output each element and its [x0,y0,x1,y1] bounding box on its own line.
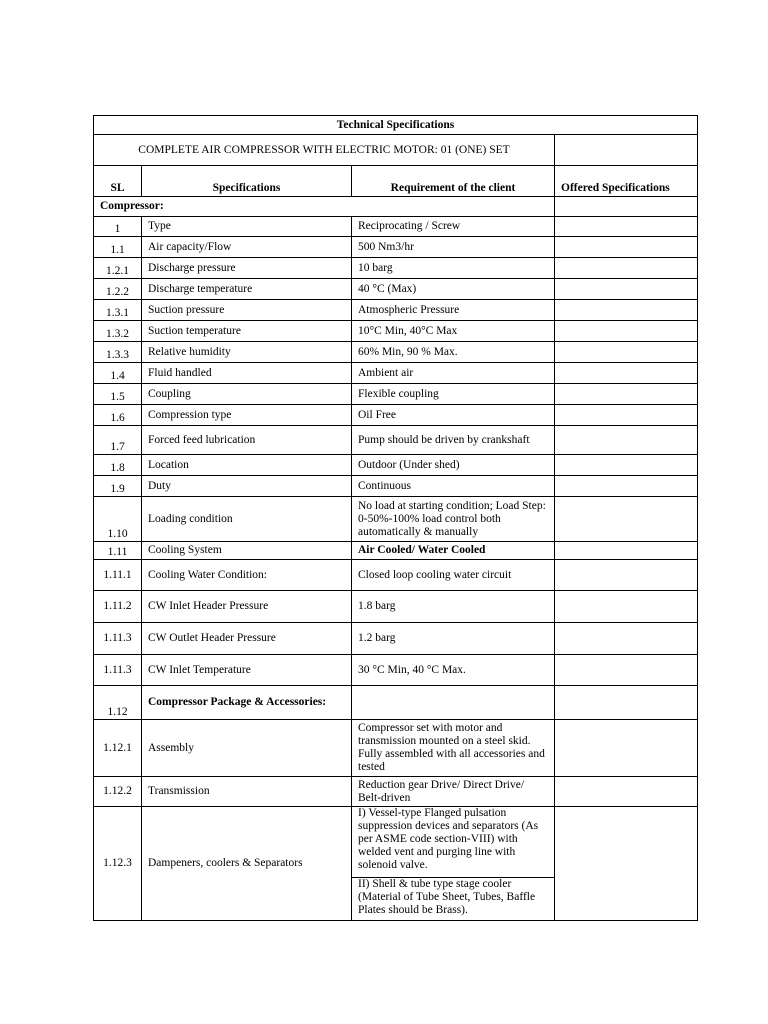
row-sl: 1.6 [94,405,142,426]
row-requirement: Oil Free [352,405,555,426]
row-offered [555,720,698,777]
table-row [94,321,698,342]
row-requirement: 10°C Min, 40°C Max [352,321,555,342]
row-spec: Cooling Water Condition: [142,560,352,591]
row-spec: Relative humidity [142,342,352,363]
row-offered [555,476,698,497]
header-specifications: Specifications [142,166,352,197]
row-sl: 1.3.1 [94,300,142,321]
table-row [94,476,698,497]
row-sl: 1.11.3 [94,623,142,655]
row-offered [555,237,698,258]
table-row [94,455,698,476]
row-offered [555,217,698,237]
table-row [94,258,698,279]
row-requirement: Closed loop cooling water circuit [352,560,555,591]
table-row [94,237,698,258]
table-row [94,686,698,720]
row-sl: 1.12.2 [94,777,142,807]
empty-cell [555,135,698,166]
table-row [94,807,698,878]
row-requirement: Atmospheric Pressure [352,300,555,321]
row-spec: Duty [142,476,352,497]
row-offered [555,560,698,591]
row-offered [555,686,698,720]
row-sl: 1.7 [94,426,142,455]
row-sl: 1.11 [94,542,142,560]
table-row [94,720,698,777]
empty-cell [555,197,698,217]
table-row [94,279,698,300]
row-requirement: Compressor set with motor and transmission mounted on a steel skid. Fully assembled with all accessories and tested [352,720,555,777]
row-offered [555,279,698,300]
table-row [94,777,698,807]
table-row [94,363,698,384]
row-spec: Fluid handled [142,363,352,384]
row-spec: Forced feed lubrication [142,426,352,455]
header-sl: SL [94,166,142,197]
row-spec: Dampeners, coolers & Separators [142,807,352,921]
row-requirement: No load at starting condition; Load Step: 0-50%-100% load control both automatically & manually [352,497,555,542]
technical-specifications-table [93,115,698,921]
row-sl: 1.9 [94,476,142,497]
row-requirement: Air Cooled/ Water Cooled [352,542,555,560]
row-sl: 1.12.3 [94,807,142,921]
row-offered [555,591,698,623]
table-row [94,655,698,686]
row-offered [555,363,698,384]
row-requirement: Reciprocating / Screw [352,217,555,237]
row-requirement: Outdoor (Under shed) [352,455,555,476]
row-spec: Discharge temperature [142,279,352,300]
row-offered [555,497,698,542]
row-requirement-continued: II) Shell & tube type stage cooler (Material of Tube Sheet, Tubes, Baffle Plates should be Brass). [352,878,555,921]
row-requirement: 40 °C (Max) [352,279,555,300]
row-offered [555,655,698,686]
header-offered: Offered Specifications [555,166,698,197]
table-row [94,623,698,655]
row-spec: Discharge pressure [142,258,352,279]
row-spec: CW Inlet Header Pressure [142,591,352,623]
table-row [94,497,698,542]
row-requirement: 500 Nm3/hr [352,237,555,258]
section-compressor: Compressor: [94,197,555,217]
row-requirement: I) Vessel-type Flanged pulsation suppression devices and separators (As per ASME code section-VIII) with welded vent and purging line with solenoid valve. [352,807,555,878]
row-spec: Loading condition [142,497,352,542]
row-offered [555,321,698,342]
section-compressor-package: Compressor Package & Accessories: [142,686,352,720]
row-offered [555,542,698,560]
row-requirement: 1.8 barg [352,591,555,623]
row-offered [555,777,698,807]
row-spec: CW Inlet Temperature [142,655,352,686]
row-sl: 1.3.3 [94,342,142,363]
table-row [94,384,698,405]
row-requirement: Ambient air [352,363,555,384]
row-offered [555,426,698,455]
row-spec: Cooling System [142,542,352,560]
row-spec: Assembly [142,720,352,777]
row-offered [555,300,698,321]
row-offered [555,384,698,405]
row-spec: CW Outlet Header Pressure [142,623,352,655]
row-spec: Transmission [142,777,352,807]
row-sl: 1.1 [94,237,142,258]
row-sl: 1.2.1 [94,258,142,279]
row-requirement: Reduction gear Drive/ Direct Drive/ Belt-driven [352,777,555,807]
row-spec: Air capacity/Flow [142,237,352,258]
row-spec: Type [142,217,352,237]
row-sl: 1.2.2 [94,279,142,300]
table-row [94,300,698,321]
row-sl: 1.11.3 [94,655,142,686]
row-sl: 1.10 [94,497,142,542]
row-spec: Compression type [142,405,352,426]
table-row [94,426,698,455]
row-requirement: Pump should be driven by crankshaft [352,426,555,455]
row-spec: Suction pressure [142,300,352,321]
table-row [94,591,698,623]
row-offered [555,807,698,921]
row-sl: 1.3.2 [94,321,142,342]
row-sl: 1.12 [94,686,142,720]
row-spec: Location [142,455,352,476]
row-requirement: 1.2 barg [352,623,555,655]
row-spec: Coupling [142,384,352,405]
row-sl: 1.8 [94,455,142,476]
row-offered [555,405,698,426]
row-sl: 1.12.1 [94,720,142,777]
row-requirement: 10 barg [352,258,555,279]
row-requirement: 30 °C Min, 40 °C Max. [352,655,555,686]
row-requirement [352,686,555,720]
row-offered [555,258,698,279]
row-sl: 1.11.2 [94,591,142,623]
row-offered [555,623,698,655]
row-sl: 1 [94,217,142,237]
table-row [94,217,698,237]
row-sl: 1.4 [94,363,142,384]
table-subtitle: COMPLETE AIR COMPRESSOR WITH ELECTRIC MOTOR: 01 (ONE) SET [94,135,555,166]
table-row [94,405,698,426]
table-row [94,542,698,560]
row-requirement: Flexible coupling [352,384,555,405]
row-offered [555,342,698,363]
row-sl: 1.5 [94,384,142,405]
table-title: Technical Specifications [94,116,698,135]
table-row [94,560,698,591]
row-requirement: Continuous [352,476,555,497]
row-sl: 1.11.1 [94,560,142,591]
row-requirement: 60% Min, 90 % Max. [352,342,555,363]
row-spec: Suction temperature [142,321,352,342]
row-offered [555,455,698,476]
table-row [94,342,698,363]
header-requirement: Requirement of the client [352,166,555,197]
